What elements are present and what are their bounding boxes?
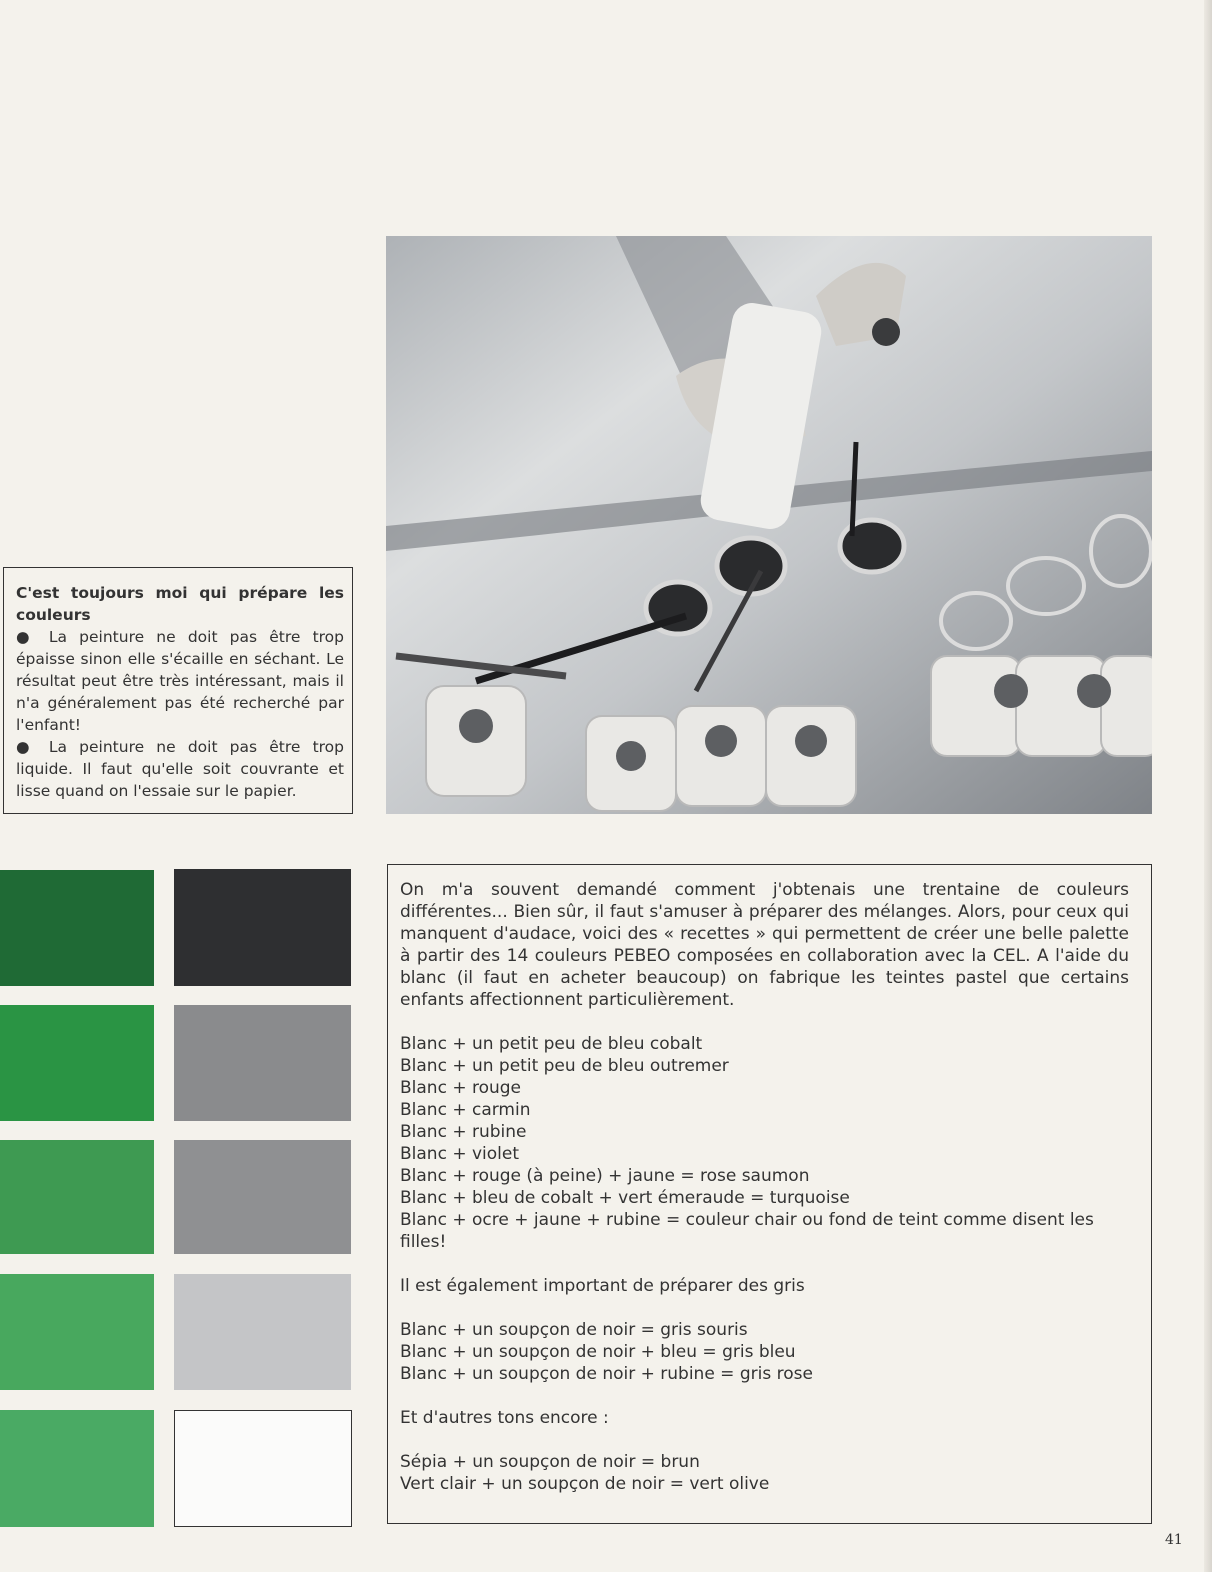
page-number: 41 (1165, 1532, 1183, 1548)
intro-paragraph: On m'a souvent demandé comment j'obtenais une trentaine de couleurs différentes... Bien sûr, il faut s'amuser à préparer des mélanges. Alors, pour ceux qui manquent d'audace, voici des « recettes » qui permettent de créer une belle palette à partir des 14 couleurs PEBEO composées en collaboration avec la CEL. A l'aide du blanc (il faut en acheter beaucoup) on fabrique les teintes pastel que certains enfants affectionnent particulièrement. (400, 880, 1129, 1010)
swatch-black (174, 869, 351, 986)
recipe-line: Blanc + un petit peu de bleu cobalt (400, 1034, 703, 1054)
photo-paint-pots (386, 236, 1152, 814)
recipe-line: Blanc + rouge (à peine) + jaune = rose saumon (400, 1166, 810, 1186)
grays-intro: Il est également important de préparer des gris (400, 1276, 805, 1296)
tip-box-title: C'est toujours moi qui prépare les couleurs (16, 584, 344, 624)
swatch-gray-dark (174, 1005, 351, 1121)
recipe-line: Blanc + carmin (400, 1100, 531, 1120)
recipe-line: Blanc + bleu de cobalt + vert émeraude = turquoise (400, 1188, 850, 1208)
swatch-green-dark (0, 870, 154, 986)
gray-recipe-line: Blanc + un soupçon de noir = gris souris (400, 1320, 748, 1340)
tip-paragraph-liquidity: ● La peinture ne doit pas être trop liquide. Il faut qu'elle soit couvrante et lisse quand on l'essaie sur le papier. (16, 738, 344, 800)
gray-recipe-line: Blanc + un soupçon de noir + bleu = gris bleu (400, 1342, 796, 1362)
recipe-line: Blanc + rubine (400, 1122, 527, 1142)
swatch-green-4 (0, 1274, 154, 1390)
swatch-green-3 (0, 1140, 154, 1254)
recipes-box (387, 864, 1152, 1524)
other-recipe-line: Vert clair + un soupçon de noir = vert olive (400, 1474, 770, 1494)
swatch-green-light (0, 1410, 154, 1527)
recipe-line: Blanc + rouge (400, 1078, 522, 1098)
page-fold-shadow (1204, 0, 1212, 1572)
swatch-gray-medium (174, 1140, 351, 1254)
swatch-green-medium (0, 1005, 154, 1121)
recipe-line: Blanc + violet (400, 1144, 520, 1164)
gray-recipe-line: Blanc + un soupçon de noir + rubine = gris rose (400, 1364, 813, 1384)
other-recipe-line: Sépia + un soupçon de noir = brun (400, 1452, 700, 1472)
swatch-gray-light (174, 1274, 351, 1390)
recipe-line: Blanc + un petit peu de bleu outremer (400, 1056, 729, 1076)
swatch-white (174, 1410, 352, 1527)
others-intro: Et d'autres tons encore : (400, 1408, 609, 1428)
tip-box (3, 567, 353, 814)
recipe-line: Blanc + ocre + jaune + rubine = couleur chair ou fond de teint comme disent les filles! (400, 1210, 1094, 1252)
tip-paragraph-thickness: ● La peinture ne doit pas être trop épaisse sinon elle s'écaille en séchant. Le résultat peut être très intéressant, mais il n'a généralement pas été recherché par l'enfant! (16, 628, 344, 734)
